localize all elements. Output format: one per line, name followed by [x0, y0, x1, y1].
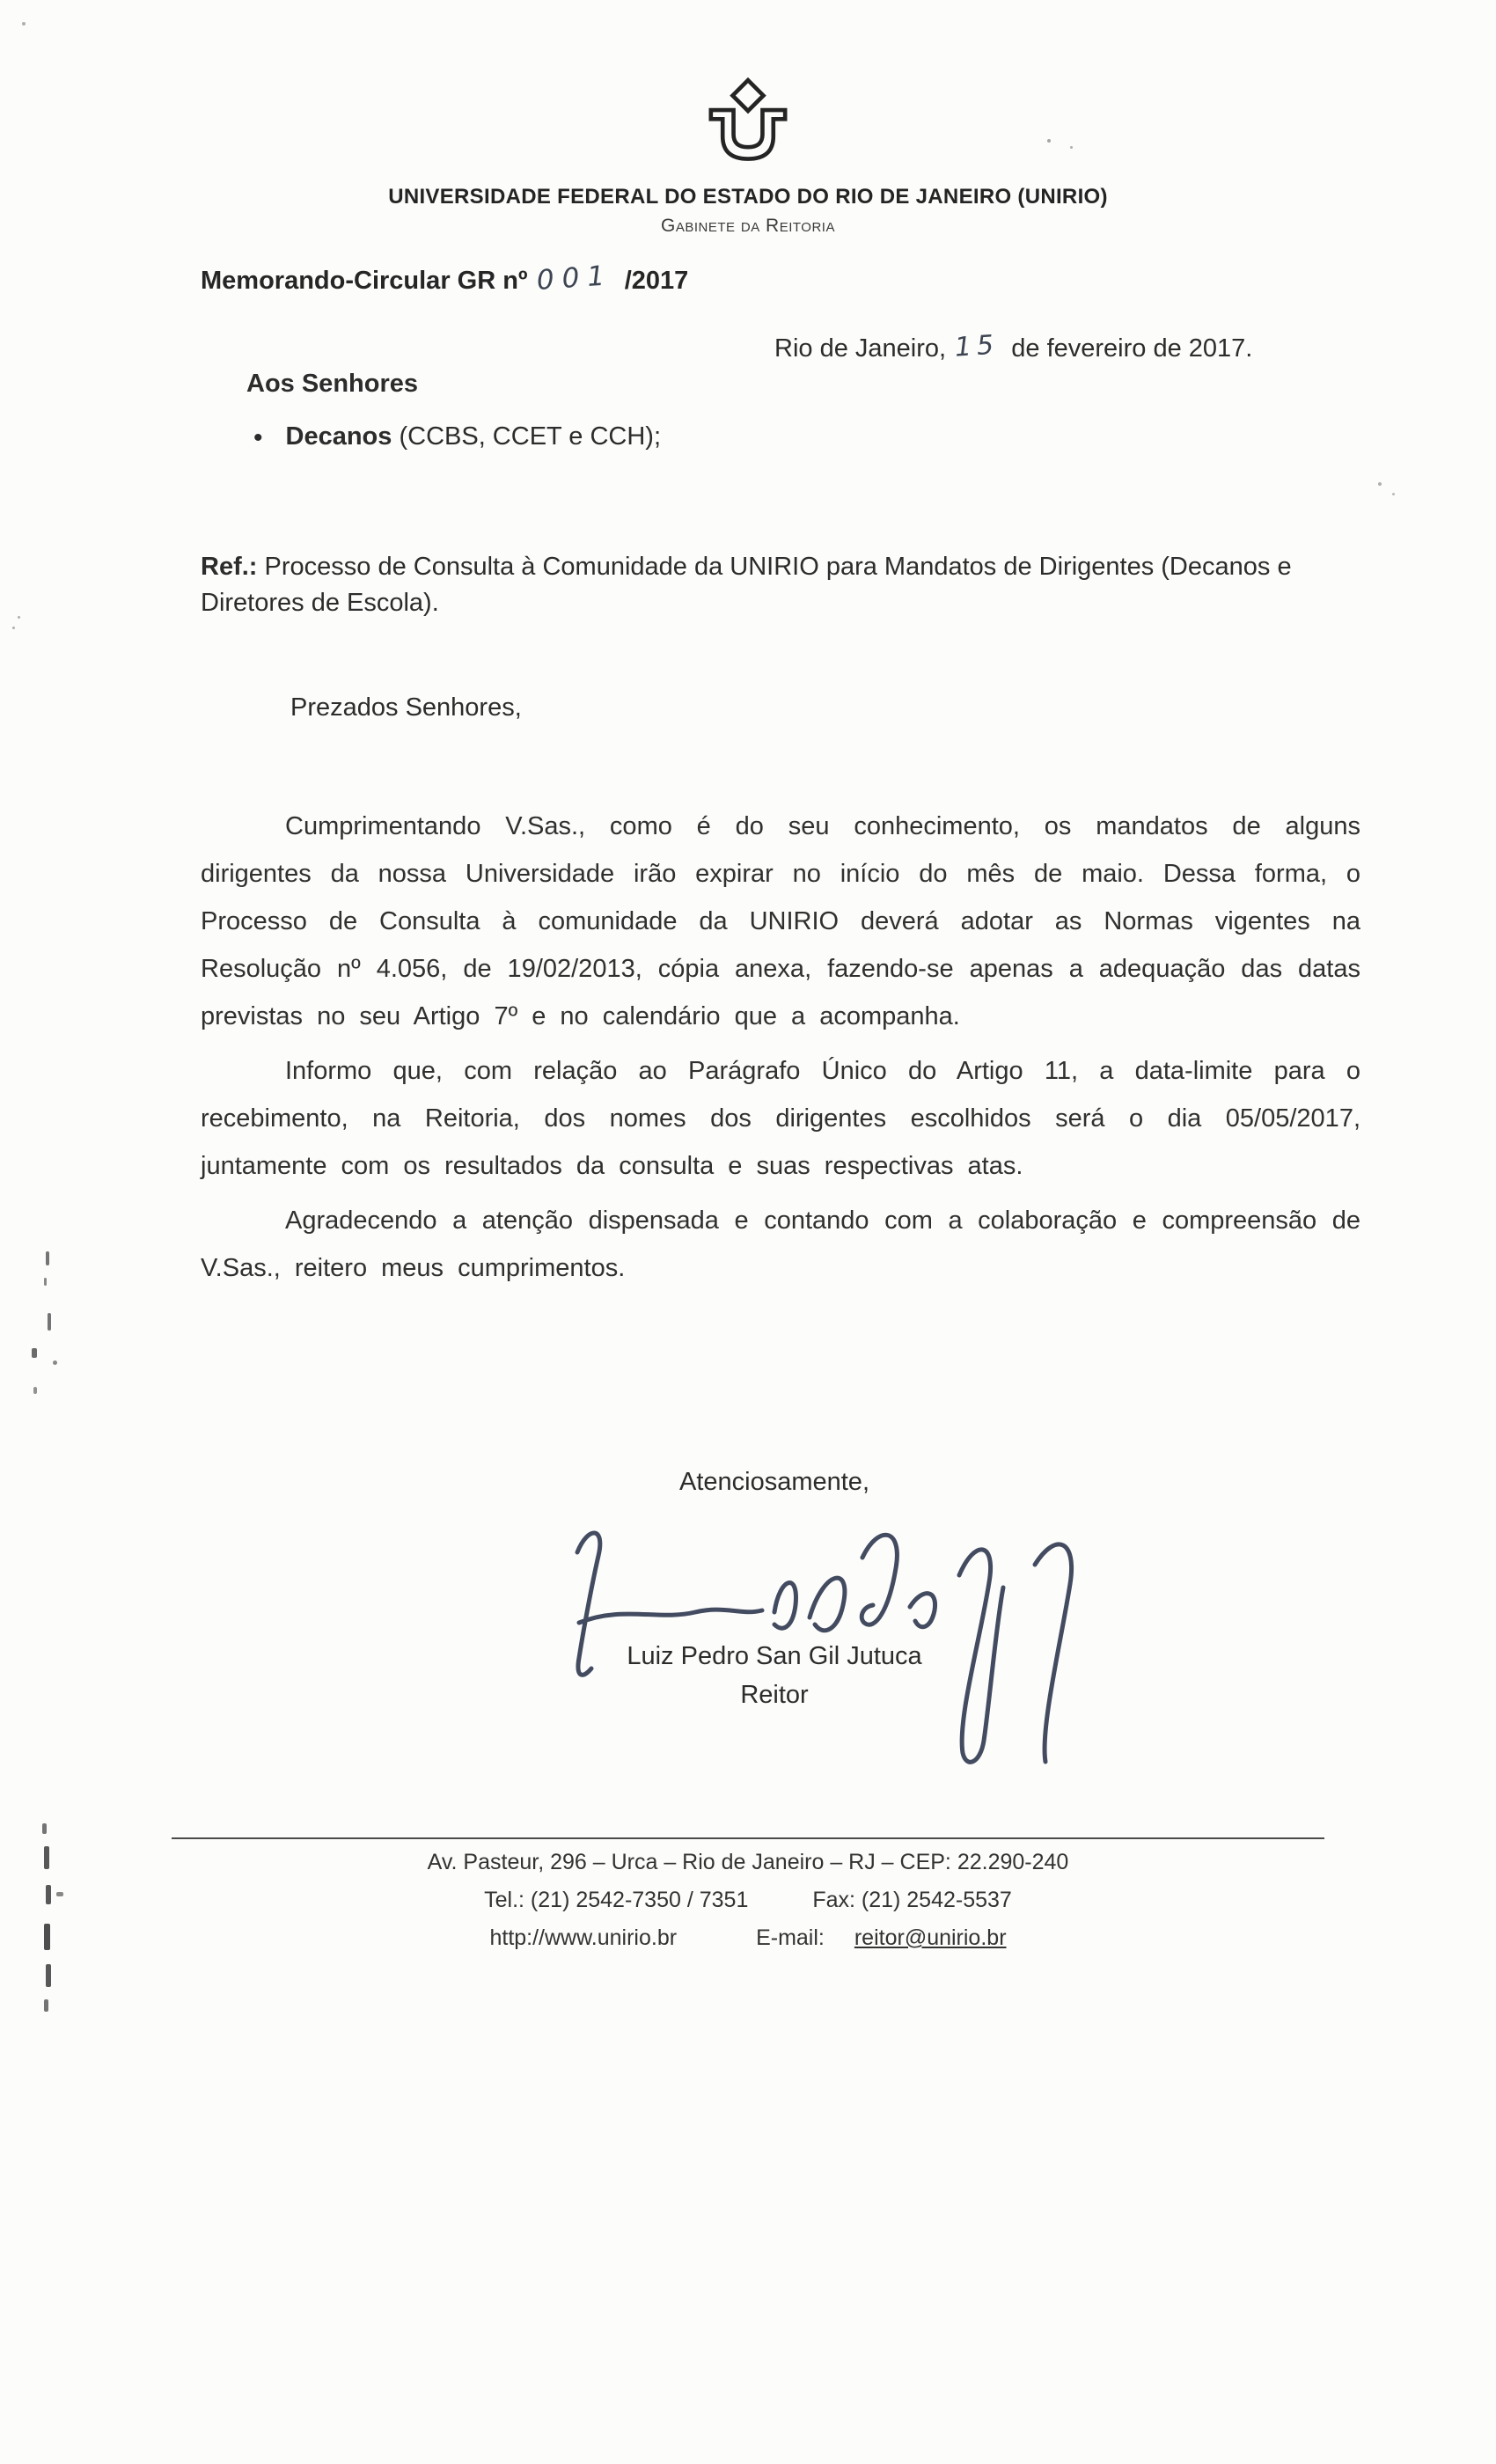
scan-artifact	[48, 1313, 51, 1331]
scan-artifact	[44, 1999, 48, 2012]
reference-label: Ref.:	[201, 553, 258, 581]
logo-block	[0, 77, 1496, 177]
footer-website: http://www.unirio.br	[489, 1925, 678, 1950]
paragraph: Informo que, com relação ao Parágrafo Único do Artigo 11, a data-limite para o recebimento, na Reitoria, dos nomes dos dirigentes escolhidos será o dia 05/05/2017, juntamente com os resultados da consulta e suas respectivas atas.	[201, 1057, 1360, 1180]
scan-artifact	[18, 616, 20, 619]
addressee-text	[286, 422, 662, 451]
date-line	[774, 329, 1253, 363]
memo-suffix: /2017	[624, 267, 689, 295]
memo-prefix: Memorando-Circular GR nº	[201, 267, 528, 295]
scan-artifact	[1070, 146, 1073, 149]
letter-body	[201, 803, 1360, 1299]
footer-fax: Fax: (21) 2542-5537	[812, 1888, 1012, 1912]
unirio-logo-icon	[693, 77, 803, 172]
footer-divider	[172, 1837, 1324, 1839]
footer-address: Av. Pasteur, 296 – Urca – Rio de Janeiro – RJ – CEP: 22.290-240	[427, 1850, 1069, 1874]
scan-artifact	[1047, 139, 1051, 143]
footer-contacts	[0, 1888, 1496, 1913]
memo-number-line	[201, 260, 689, 297]
signer-title: Reitor	[740, 1681, 809, 1709]
scan-artifact	[56, 1892, 63, 1896]
paragraph: Cumprimentando V.Sas., como é do seu conhecimento, os mandatos de alguns dirigentes da nossa Universidade irão expirar no início do mês de maio. Dessa forma, o Processo de Consulta à comunidade da UNIRIO deverá adotar as Normas vigentes na Resolução nº 4.056, de 19/02/2013, cópia anexa, fazendo-se apenas a adequação das datas previstas no seu Artigo 7º e no calendário que a acompanha.	[201, 812, 1360, 1030]
footer	[0, 1837, 1496, 1963]
scan-artifact	[1392, 493, 1395, 495]
addressee-rest: (CCBS, CCET e CCH);	[392, 422, 662, 451]
scan-artifact	[46, 1885, 51, 1904]
salutation: Prezados Senhores,	[290, 693, 522, 722]
footer-email-group	[756, 1925, 1006, 1951]
scan-artifact	[33, 1387, 37, 1394]
bullet-icon: •	[253, 423, 263, 452]
scan-artifact	[22, 22, 26, 26]
addressee-heading: Aos Senhores	[246, 370, 418, 398]
reference-text: Processo de Consulta à Comunidade da UNIRIO para Mandatos de Dirigentes (Decanos e Diretores de Escola).	[201, 553, 1292, 617]
scan-artifact	[32, 1348, 37, 1358]
memo-number-handwritten: 001	[535, 260, 613, 297]
scan-artifact	[46, 1964, 51, 1987]
addressee-bold: Decanos	[285, 422, 392, 451]
scan-artifact	[53, 1360, 57, 1365]
scan-artifact	[1378, 482, 1382, 486]
signer-name: Luiz Pedro San Gil Jutuca	[627, 1642, 922, 1670]
footer-phone: Tel.: (21) 2542-7350 / 7351	[484, 1888, 749, 1912]
scan-artifact	[44, 1846, 49, 1869]
scan-artifact	[44, 1278, 47, 1286]
reference-block	[201, 549, 1371, 620]
footer-email: reitor@unirio.br	[854, 1925, 1007, 1950]
closing: Atenciosamente,	[678, 1468, 869, 1496]
date-suffix: de fevereiro de 2017.	[1011, 334, 1253, 363]
scan-artifact	[12, 627, 15, 629]
footer-email-label: E-mail:	[756, 1925, 825, 1950]
date-prefix: Rio de Janeiro,	[774, 334, 947, 363]
paragraph: Agradecendo a atenção dispensada e contando com a colaboração e compreensão de V.Sas., reitero meus cumprimentos.	[201, 1206, 1360, 1282]
date-day-handwritten: 15	[953, 329, 1001, 363]
footer-web-email	[0, 1925, 1496, 1951]
scan-artifact	[42, 1823, 47, 1834]
scan-artifact	[44, 1924, 50, 1950]
scan-artifact	[46, 1251, 49, 1265]
addressee-item	[253, 422, 661, 451]
department-name: Gabinete da Reitoria	[661, 216, 835, 236]
university-name: UNIVERSIDADE FEDERAL DO ESTADO DO RIO DE JANEIRO (UNIRIO)	[388, 185, 1108, 209]
